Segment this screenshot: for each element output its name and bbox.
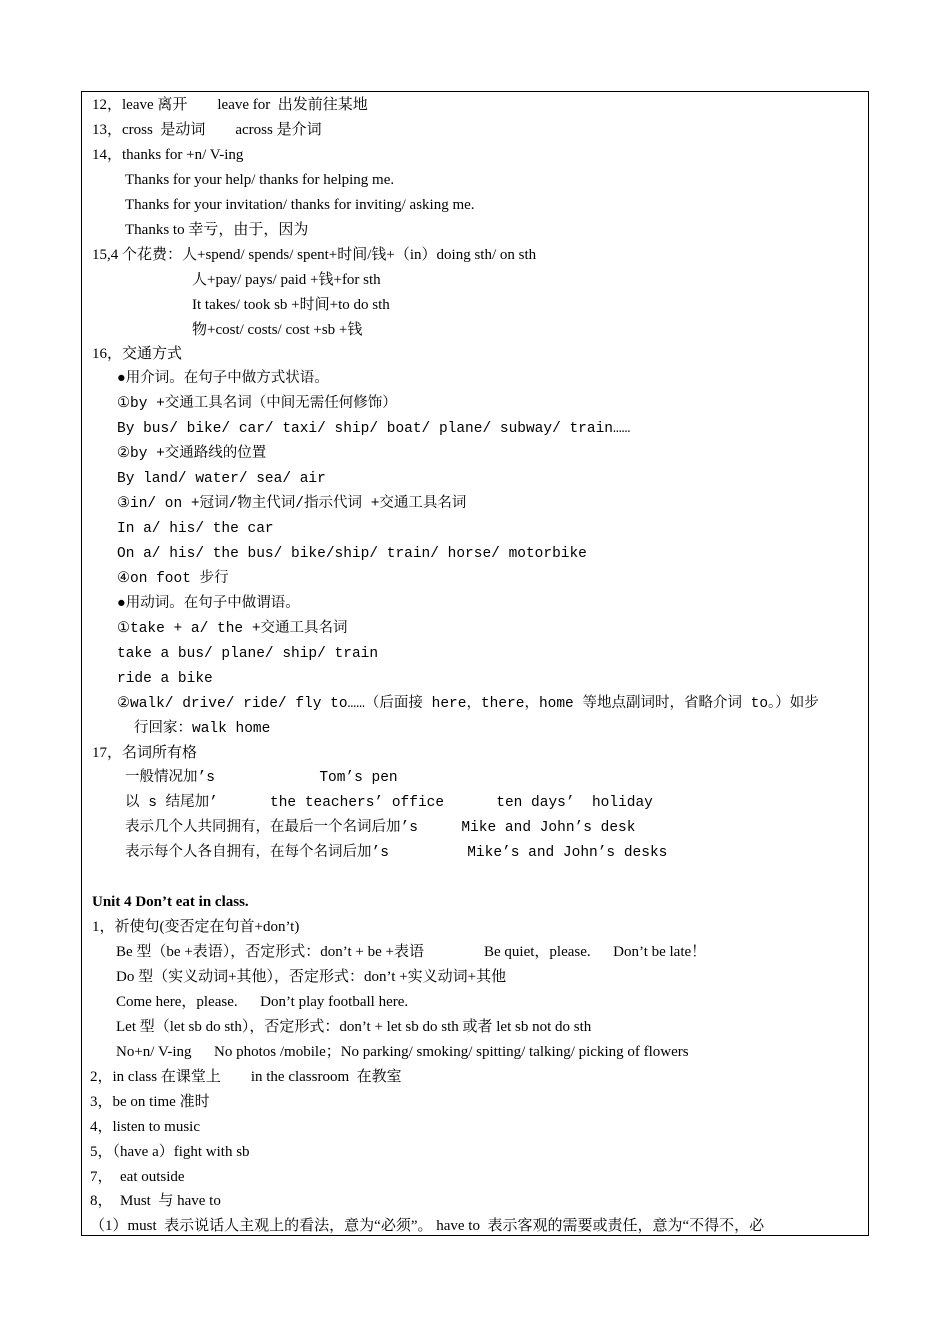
sub-point: ④on foot 步行 — [117, 571, 229, 587]
bullet-line: ●用动词。在句子中做谓语。 — [117, 596, 300, 612]
unit-heading: Unit 4 Don’t eat in class. — [92, 894, 249, 910]
item-8-note-1: （1）must 表示说话人主观上的看法，意为“必须”。 have to 表示客观的需要或责任，意为“不得不，必 — [90, 1218, 765, 1234]
item-2: 2，in class 在课堂上 in the classroom 在教室 — [90, 1069, 402, 1085]
item-5: 5，（have a）fight with sb — [90, 1144, 250, 1160]
example-line: 物+cost/ costs/ cost +sb +钱 — [192, 322, 363, 338]
example-line: ride a bike — [117, 671, 213, 687]
example-line: Come here，please. Don’t play football here. — [116, 994, 409, 1010]
example-line: By land/ water/ sea/ air — [117, 471, 326, 487]
example-line: No+n/ V-ing No photos /mobile；No parking/ smoking/ spitting/ talking/ picking of flowers — [116, 1044, 689, 1060]
example-line: 表示每个人各自拥有，在每个名词后加’s Mike’s and John’s desks — [125, 845, 668, 861]
sub-point: ①take + a/ the +交通工具名词 — [117, 621, 348, 637]
sub-point: ①by +交通工具名词（中间无需任何修饰） — [117, 396, 397, 412]
example-line: take a bus/ plane/ ship/ train — [117, 646, 379, 662]
example-line: It takes/ took sb +时间+to do sth — [192, 297, 390, 313]
example-line: Let 型（let sb do sth），否定形式：don’t + let sb do sth 或者 let sb not do sth — [116, 1019, 592, 1035]
sub-point: ②walk/ drive/ ride/ fly to……（后面接 here，there，home 等地点副词时，省略介词 to。）如步 — [117, 696, 819, 712]
sub-point: ③in/ on +冠词/物主代词/指示代词 +交通工具名词 — [117, 496, 467, 512]
item-3: 3，be on time 准时 — [90, 1094, 210, 1110]
item-16: 16，交通方式 — [92, 346, 183, 362]
item-1: 1，祈使句(变否定在句首+don’t) — [92, 919, 300, 935]
item-12: 12，leave 离开 leave for 出发前往某地 — [92, 97, 368, 113]
example-line: 表示几个人共同拥有，在最后一个名词后加’s Mike and John’s desk — [125, 820, 636, 836]
example-line: 以 s 结尾加’ the teachers’ office ten days’ holiday — [125, 795, 653, 811]
example-line: Do 型（实义动词+其他），否定形式：don’t +实义动词+其他 — [116, 969, 507, 985]
example-line: Be 型（be +表语），否定形式：don’t + be +表语 Be quiet，please. Don’t be late！ — [116, 944, 707, 960]
example-line: Thanks to 幸亏，由于，因为 — [125, 222, 309, 238]
example-line: By bus/ bike/ car/ taxi/ ship/ boat/ plane/ subway/ train…… — [117, 421, 631, 437]
item-7: 7， eat outside — [90, 1169, 185, 1185]
example-line: 人+pay/ pays/ paid +钱+for sth — [192, 272, 381, 288]
item-17: 17，名词所有格 — [92, 745, 198, 761]
bullet-line: ●用介词。在句子中做方式状语。 — [117, 371, 329, 387]
item-14: 14，thanks for +n/ V-ing — [92, 147, 244, 163]
item-15: 15,4 个花费：人+spend/ spends/ spent+时间/钱+（in）doing sth/ on sth — [92, 247, 537, 263]
notes-table-cell — [81, 91, 869, 1236]
sub-point: ②by +交通路线的位置 — [117, 446, 267, 462]
example-line: Thanks for your invitation/ thanks for inviting/ asking me. — [125, 197, 475, 213]
item-8: 8， Must 与 have to — [90, 1193, 221, 1209]
example-line: In a/ his/ the car — [117, 521, 274, 537]
item-13: 13，cross 是动词 across 是介词 — [92, 122, 322, 138]
sub-point-continued: 行回家：walk home — [134, 721, 271, 737]
example-line: On a/ his/ the bus/ bike/ship/ train/ horse/ motorbike — [117, 546, 587, 562]
example-line: 一般情况加’s Tom’s pen — [125, 770, 398, 786]
example-line: Thanks for your help/ thanks for helping me. — [125, 172, 395, 188]
item-4: 4，listen to music — [90, 1119, 200, 1135]
